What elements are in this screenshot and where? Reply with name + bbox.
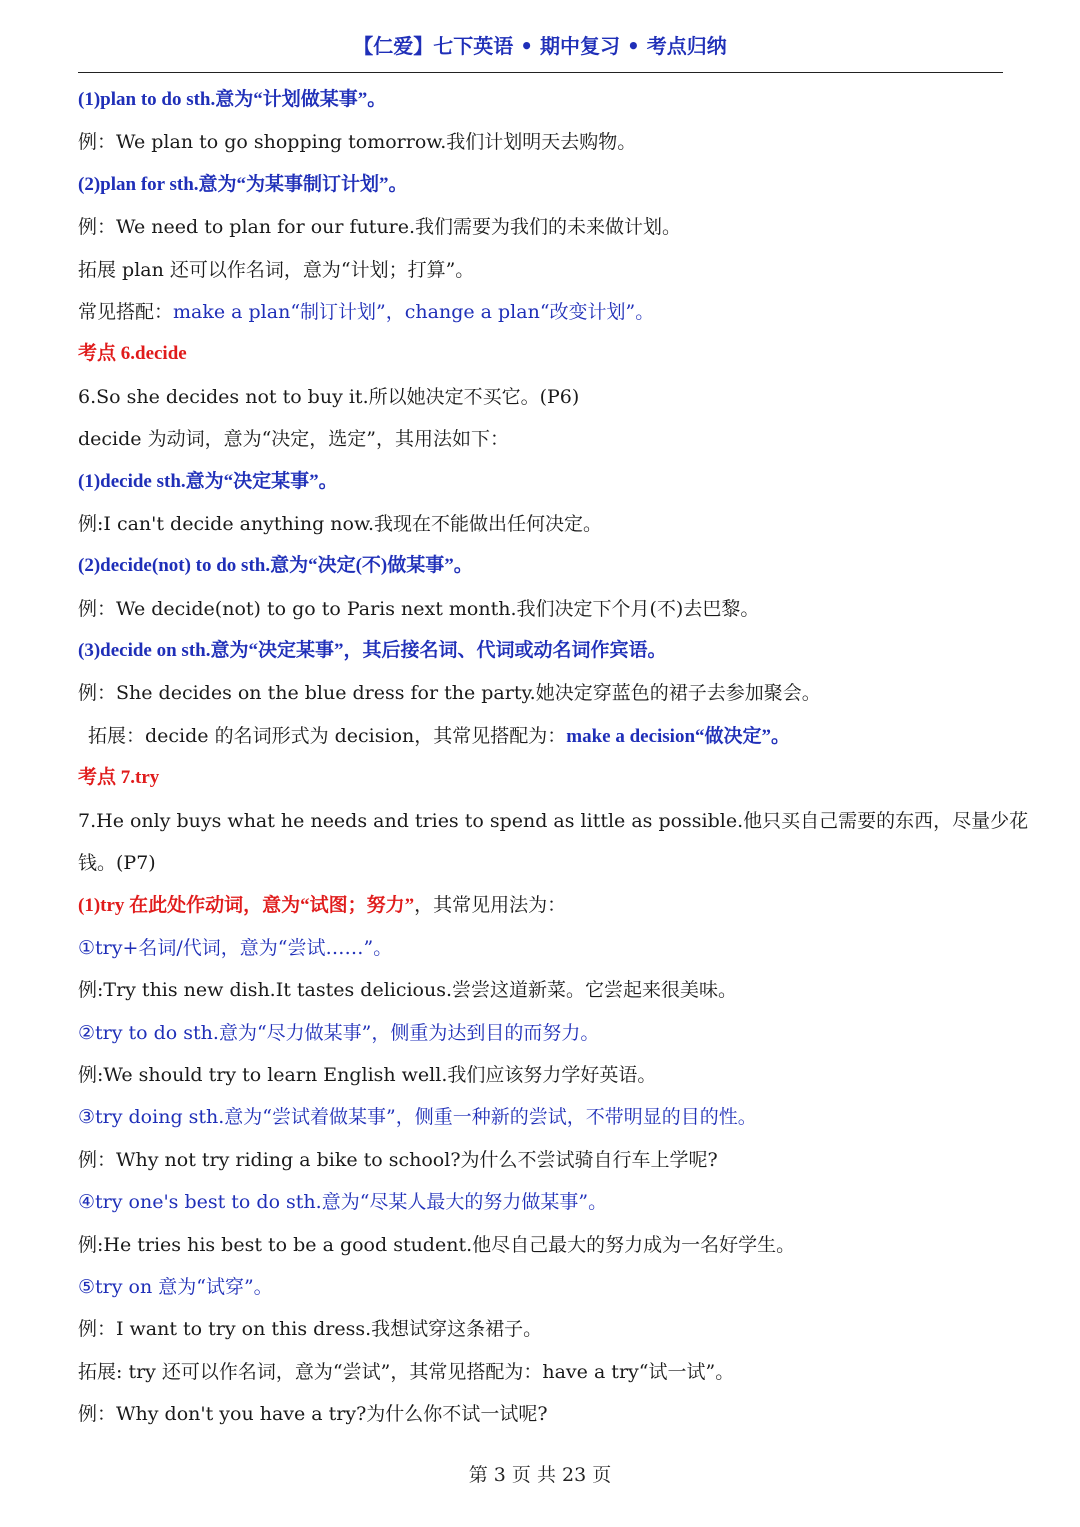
textbook-sentence: 6.So she decides not to buy it.所以她决定不买它。(P6) xyxy=(78,385,580,408)
textbook-sentence-continued: 钱。(P7) xyxy=(78,852,156,875)
usage-heading: (2)plan for sth.意为“为某事制订计划”。 xyxy=(78,173,408,195)
extension-note: 拓展 plan 还可以作名词，意为“计划；打算”。 xyxy=(78,258,475,281)
example-sentence: 例:Try this new dish.It tastes delicious.尝尝这道新菜。它尝起来很美味。 xyxy=(78,979,738,1002)
usage-intro-rest: ，其常见用法为： xyxy=(414,894,567,917)
page-number: 第 3 页 共 23 页 xyxy=(468,1464,612,1486)
example-sentence: 例：We need to plan for our future.我们需要为我们的未来做计划。 xyxy=(78,216,682,239)
extension-note xyxy=(78,715,1003,757)
example-sentence: 例：Why not try riding a bike to school?为什么不尝试骑自行车上学呢? xyxy=(78,1148,718,1171)
extension-lead: 拓展：decide 的名词形式为 decision，其常见搭配为： xyxy=(88,724,567,747)
header-divider xyxy=(78,72,1003,73)
collocation-phrases: make a plan“制订计划”，change a plan“改变计划”。 xyxy=(173,300,655,323)
example-sentence: 例：She decides on the blue dress for the party.她决定穿蓝色的裙子去参加聚会。 xyxy=(78,682,821,705)
example-sentence: 例：Why don't you have a try?为什么你不试一试呢? xyxy=(78,1403,548,1426)
usage-item: ②try to do sth.意为“尽力做某事”，侧重为达到目的而努力。 xyxy=(78,1021,600,1044)
example-sentence: 例：We decide(not) to go to Paris next month.我们决定下个月(不)去巴黎。 xyxy=(78,597,760,620)
collocation-lead: 常见搭配： xyxy=(78,300,174,323)
usage-heading: (2)decide(not) to do sth.意为“决定(不)做某事”。 xyxy=(78,555,473,577)
usage-item: ⑤try on 意为“试穿”。 xyxy=(78,1275,273,1298)
extension-collocation: make a decision“做决定”。 xyxy=(566,725,791,747)
usage-item: ①try+名词/代词，意为“尝试……”。 xyxy=(78,936,393,959)
textbook-sentence: 7.He only buys what he needs and tries to spend as little as possible.他只买自己需要的东西，尽量少花 xyxy=(78,809,1029,832)
usage-heading: (1)plan to do sth.意为“计划做某事”。 xyxy=(78,89,387,110)
document-body xyxy=(78,79,1029,1436)
definition-line: decide 为动词，意为“决定，选定”，其用法如下： xyxy=(78,428,509,451)
page-header-title: 【仁爱】七下英语 • 期中复习 • 考点归纳 xyxy=(353,34,727,58)
usage-heading: (1)decide sth.意为“决定某事”。 xyxy=(78,470,338,492)
usage-intro xyxy=(78,884,1003,926)
example-sentence: 例:We should try to learn English well.我们应该努力学好英语。 xyxy=(78,1063,657,1086)
usage-item: ③try doing sth.意为“尝试着做某事”，侧重一种新的尝试，不带明显的目的性。 xyxy=(78,1106,757,1129)
extension-note: 拓展: try 还可以作名词，意为“尝试”，其常见搭配为：have a try“试一试”。 xyxy=(78,1360,735,1383)
example-sentence: 例：I want to try on this dress.我想试穿这条裙子。 xyxy=(78,1318,543,1341)
key-point-heading: 考点 6.decide xyxy=(78,343,187,365)
usage-item: ④try one's best to do sth.意为“尽某人最大的努力做某事”。 xyxy=(78,1191,608,1214)
example-sentence: 例:I can't decide anything now.我现在不能做出任何决定。 xyxy=(78,512,603,535)
usage-heading: (3)decide on sth.意为“决定某事”，其后接名词、代词或动名词作宾语。 xyxy=(78,640,667,662)
usage-intro-lead: (1)try 在此处作动词，意为“试图；努力” xyxy=(78,895,415,917)
collocation-line xyxy=(78,291,1003,333)
example-sentence: 例：We plan to go shopping tomorrow.我们计划明天去购物。 xyxy=(78,131,637,154)
key-point-heading: 考点 7.try xyxy=(78,767,160,789)
example-sentence: 例:He tries his best to be a good student.他尽自己最大的努力成为一名好学生。 xyxy=(78,1233,796,1256)
